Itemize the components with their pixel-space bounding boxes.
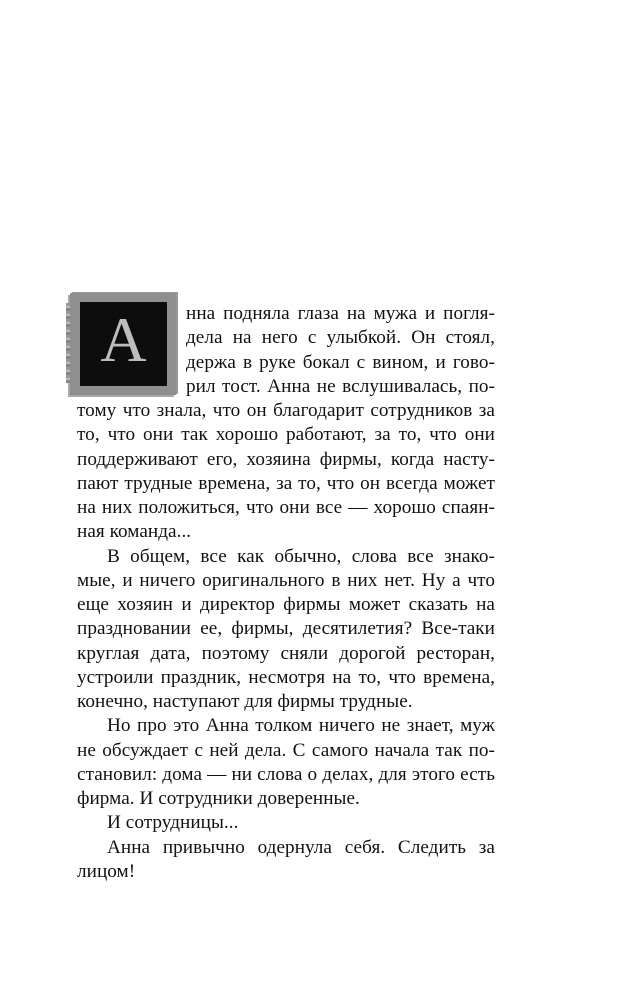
text-line: не обсуждает с ней дела. С самого начала так по- [77,740,495,761]
text-line: фирма. И сотрудники доверенные. [77,788,360,809]
text-line: конечно, наступают для фирмы трудные. [77,691,413,712]
text-line: круглая дата, поэтому сняли дорогой ресторан, [77,643,495,664]
text-line: на них положиться, что они все — хорошо спаян- [77,497,495,518]
text-line: то, что они так хорошо работают, за то, что они [77,424,495,445]
text-line: пают трудные времена, за то, что он всегда может [77,473,495,494]
text-line: еще хозяин и директор фирмы может сказать на [77,594,495,615]
dropcap-letter: А [100,304,147,375]
text-line: Но про это Анна толком ничего не знает, муж [107,715,495,736]
text-line: Анна привычно одернула себя. Следить за [107,837,495,858]
text-line: становил: дома — ни слова о делах, для этого есть [77,764,495,785]
text-line: устроили праздник, несмотря на то, что времена, [77,667,495,688]
text-line: тому что знала, что он благодарит сотрудников за [77,400,495,421]
text-line: праздновании ее, фирмы, десятилетия? Все-таки [77,618,495,639]
text-line: И сотрудницы... [107,812,239,833]
text-line: нна подняла глаза на мужа и погля- [186,303,495,324]
text-line: поддерживают его, хозяина фирмы, когда насту- [77,449,495,470]
text-line: мые, и ничего оригинального в них нет. Ну а что [77,570,495,591]
text-line: держа в руке бокал с вином, и гово- [186,352,495,373]
text-line: лицом! [77,861,136,882]
text-line: дела на него с улыбкой. Он стоял, [186,327,495,348]
text-line: ная команда... [77,521,192,542]
text-line: В общем, все как обычно, слова все знако- [107,546,495,567]
text-line: рил тост. Анна не вслушивалась, по- [186,376,495,397]
